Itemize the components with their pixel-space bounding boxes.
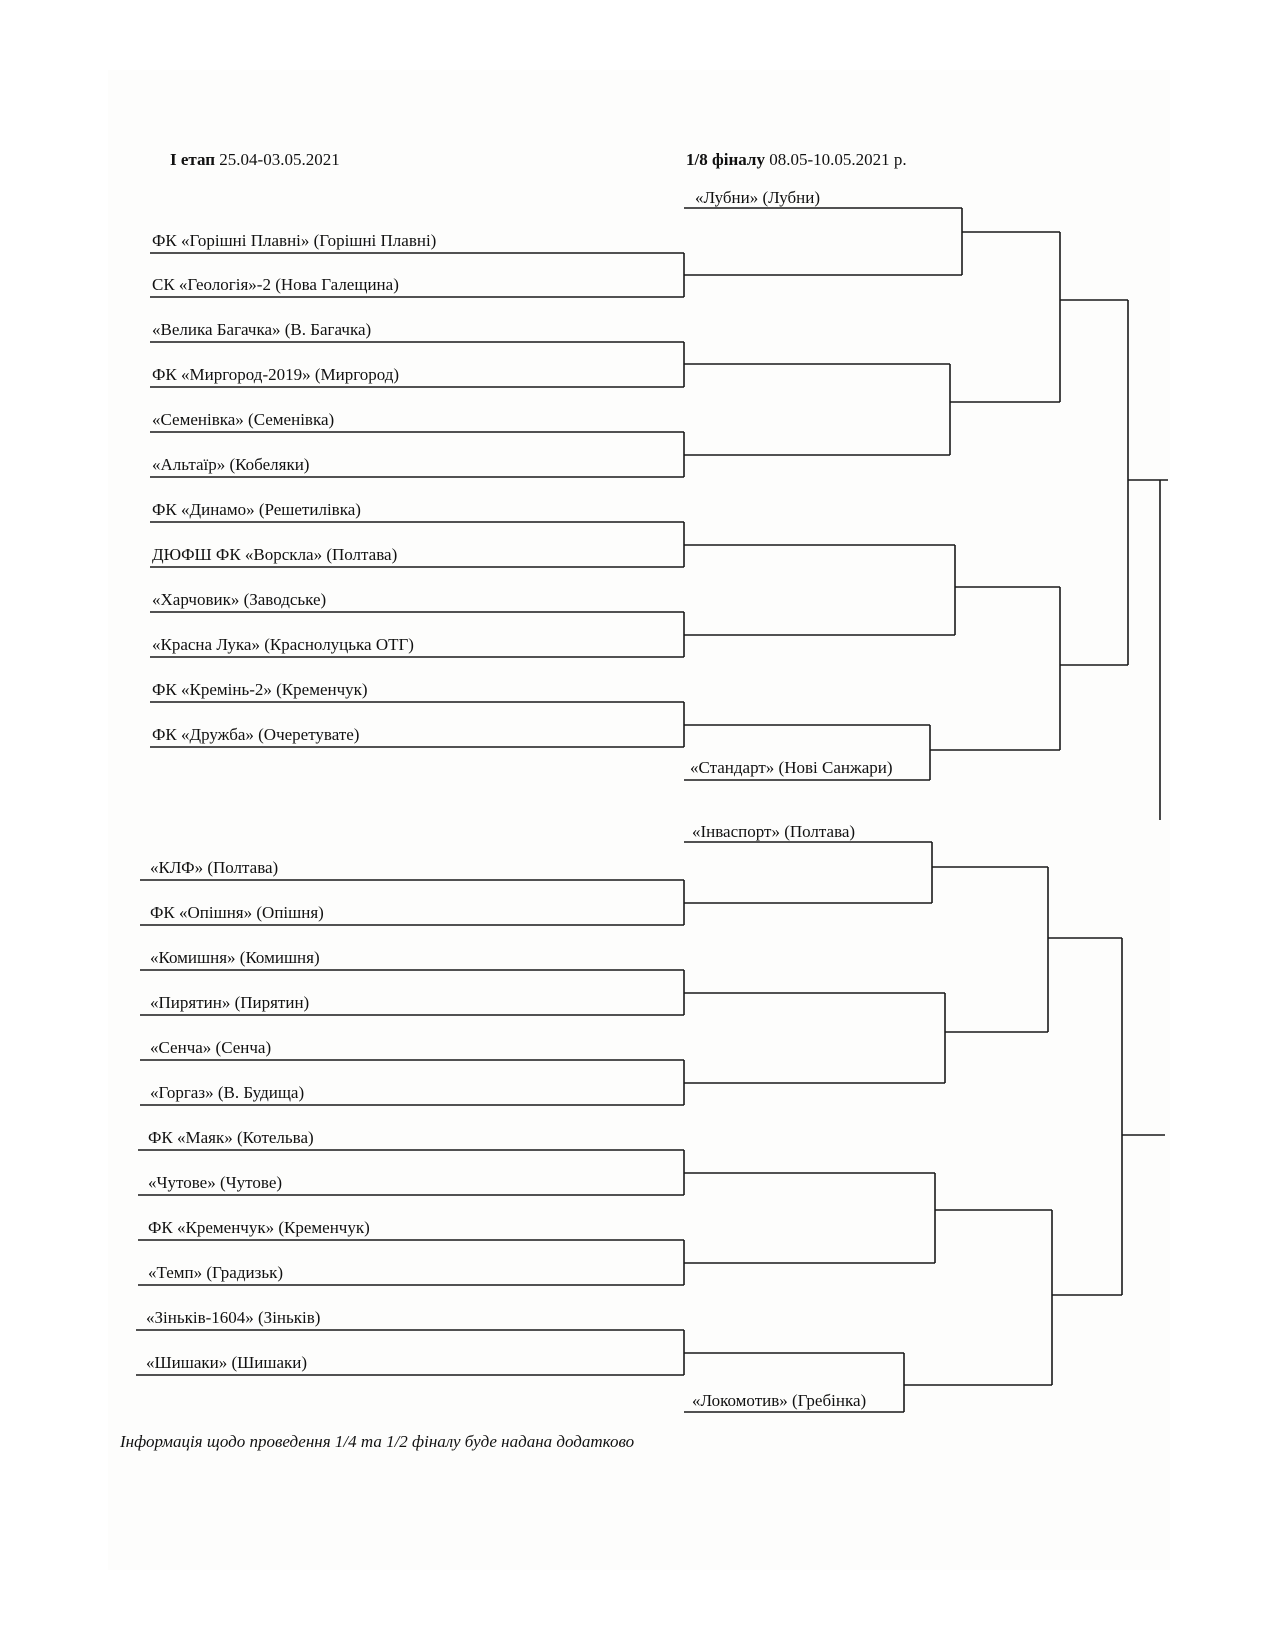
team-label: «Темп» (Градизьк) — [148, 1263, 283, 1282]
team-label: «Пирятин» (Пирятин) — [150, 993, 310, 1012]
team-label: «КЛФ» (Полтава) — [150, 858, 279, 877]
team-label: ФК «Горішні Плавні» (Горішні Плавні) — [152, 231, 437, 250]
stage1-header: І етап 25.04-03.05.2021 — [170, 150, 340, 169]
team-label: «Альтаїр» (Кобеляки) — [152, 455, 310, 474]
team-label: «Сенча» (Сенча) — [150, 1038, 272, 1057]
team-label: ФК «Опішня» (Опішня) — [150, 903, 324, 922]
team-label: «Шишаки» (Шишаки) — [146, 1353, 308, 1372]
team-label: «Горгаз» (В. Будища) — [150, 1083, 305, 1102]
team-label: ФК «Маяк» (Котельва) — [148, 1128, 314, 1147]
team-label: ФК «Кремінь-2» (Кременчук) — [152, 680, 368, 699]
team-label: «Зіньків-1604» (Зіньків) — [146, 1308, 321, 1327]
pair-bracket — [140, 970, 684, 1015]
pair-bracket — [150, 432, 684, 477]
pair-bracket — [150, 253, 684, 297]
footer-note: Інформація щодо проведення 1/4 та 1/2 фіналу буде надана додатково — [120, 1432, 635, 1451]
pair-bracket — [138, 1150, 684, 1195]
pair-bracket — [138, 1240, 684, 1285]
pair-bracket — [150, 522, 684, 567]
team-label: «Красна Лука» (Краснолуцька ОТГ) — [152, 635, 414, 654]
seeded-team-label: «Лубни» (Лубни) — [695, 188, 821, 207]
seeded-team-label: «Стандарт» (Нові Санжари) — [690, 758, 893, 777]
stage2-header: 1/8 фіналу 08.05-10.05.2021 р. — [686, 150, 907, 169]
pair-bracket — [150, 702, 684, 747]
pair-bracket — [136, 1330, 684, 1375]
pair-bracket — [140, 880, 684, 925]
seeded-team-label: «Локомотив» (Гребінка) — [692, 1391, 867, 1410]
team-label: ФК «Миргород-2019» (Миргород) — [152, 365, 400, 384]
team-label: «Комишня» (Комишня) — [150, 948, 320, 967]
team-label: ДЮФШ ФК «Ворскла» (Полтава) — [152, 545, 398, 564]
team-label: «Семенівка» (Семенівка) — [152, 410, 335, 429]
pair-bracket — [140, 1060, 684, 1105]
team-label: ФК «Динамо» (Решетилівка) — [152, 500, 361, 519]
team-label: СК «Геологія»-2 (Нова Галещина) — [152, 275, 399, 294]
seeded-team-label: «Інваспорт» (Полтава) — [692, 822, 856, 841]
pair-bracket — [150, 342, 684, 387]
team-label: «Харчовик» (Заводське) — [152, 590, 327, 609]
team-label: «Велика Багачка» (В. Багачка) — [152, 320, 372, 339]
team-label: ФК «Кременчук» (Кременчук) — [148, 1218, 370, 1237]
team-label: ФК «Дружба» (Очеретувате) — [152, 725, 360, 744]
team-label: «Чутове» (Чутове) — [148, 1173, 283, 1192]
pair-bracket — [150, 612, 684, 657]
